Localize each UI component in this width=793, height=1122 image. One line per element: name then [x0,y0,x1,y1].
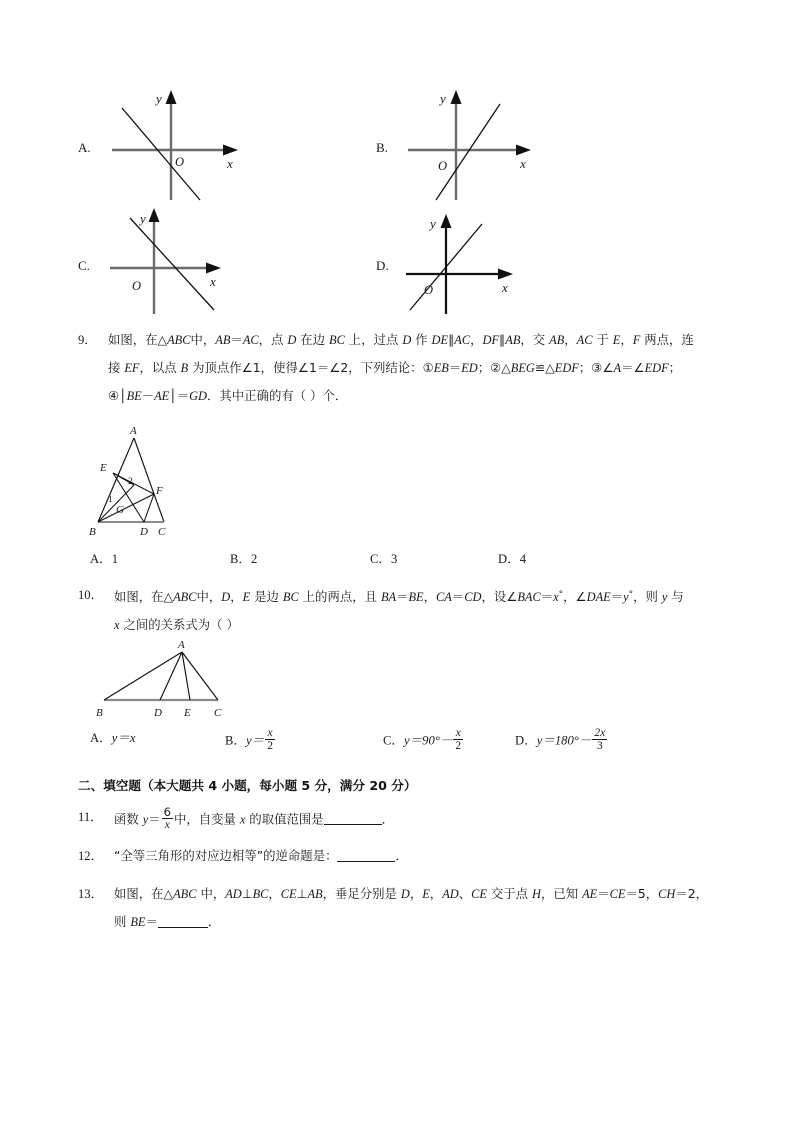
t: D [400,887,410,901]
question-11-text [114,806,726,832]
t: ° [558,590,564,600]
question-10-triangle-diagram [82,638,242,724]
t: y [661,590,668,605]
t: ．其中正确的有（ ）个． [207,388,348,403]
t: ＝ [448,360,462,375]
t: BE [130,915,146,929]
t: BAC [517,590,541,605]
t: x [114,618,120,633]
svg-text:B: B [96,707,103,719]
t: AB [215,333,231,347]
option-label: C． [383,733,404,748]
fraction-denominator: 2 [267,740,273,753]
svg-text:E: E [100,462,107,474]
svg-text:x: x [227,156,233,171]
question-13-number: 13． [78,887,104,901]
question-9-option-b[interactable] [230,548,257,567]
question-13-answer-blank[interactable] [158,915,208,928]
graph-option-d-label: D. [376,258,389,273]
t: 为顶点作∠1，使得∠1＝∠2，下列结论：① [188,360,434,375]
graph-option-a-plot [96,88,246,203]
t: ED [461,361,478,375]
t: BC [329,333,345,347]
svg-text:B: B [89,526,96,538]
question-9-line-3 [108,382,726,410]
t: 之间的关系式为（ ） [119,617,239,633]
t: ． [207,914,221,929]
t: AB [549,333,565,347]
t: ＝ [230,332,243,347]
t: BC [252,887,269,901]
t: BC [282,590,299,605]
question-13 [78,880,738,936]
graph-option-d-plot [394,206,544,318]
t: AE [582,887,598,901]
t: AB [307,887,323,901]
t: 在边 [296,332,330,347]
t: △ [545,360,555,375]
question-10-figure [82,638,242,729]
t: y [623,590,629,605]
t: AC [576,333,593,347]
t: 上的两点，且 [298,589,381,605]
fraction-denominator: x [164,819,170,832]
option-label: B． [230,552,251,566]
question-12-number: 12． [78,849,104,863]
question-9-triangle-diagram [72,422,192,540]
svg-text:A: A [178,639,185,651]
t: 如图，在△ [108,332,168,347]
svg-text:F: F [156,485,163,497]
t: D [287,333,297,347]
t: 如图，在△ [114,589,174,605]
t: 上，过点 [344,332,403,347]
t: ∥ [448,332,455,347]
question-9 [78,326,726,410]
t: ＝ [610,589,624,605]
t: AD [442,887,459,901]
t: CE [471,887,487,901]
t: ， [230,589,243,605]
option-lhs: y＝ [246,733,265,748]
t: GD [189,389,208,403]
t: CE [609,887,626,901]
question-13-line-1 [114,880,738,908]
option-fraction [592,727,607,753]
t: DE [431,333,449,347]
t: 的取值范围是 [245,811,324,827]
t: ＝5， [625,886,659,901]
t: AC [454,333,471,347]
t: EB [433,361,449,375]
fraction-numerator: x [265,727,275,740]
option-fraction [453,727,463,753]
graph-option-b[interactable] [376,88,606,203]
fraction-denominator: 2 [455,740,462,753]
t: EDF [644,361,669,375]
option-label: A． [90,731,112,745]
question-10-line-2 [114,611,726,639]
question-10 [78,581,726,639]
t: ＝ [540,589,554,605]
t: ， [470,332,483,347]
fraction-numerator: 6 [163,805,171,819]
question-10-option-d[interactable] [515,727,608,753]
svg-text:x: x [520,156,526,171]
question-10-option-a[interactable] [90,727,135,746]
graph-option-c-label: C. [78,258,90,273]
t: ⊥ [241,886,253,901]
svg-text:y: y [430,216,436,231]
svg-text:O: O [424,283,434,297]
svg-text:1: 1 [108,495,113,505]
question-10-option-c[interactable] [383,727,464,753]
t: ∥ [499,332,506,347]
t: BEG [510,361,535,375]
svg-text:O: O [175,155,185,169]
question-13-line-2 [114,908,738,936]
question-9-line-2 [108,354,726,382]
t: ＝2， [675,886,709,901]
t: EDF [554,361,579,375]
svg-text:y: y [140,211,146,226]
svg-text:G: G [116,504,124,516]
t: y [142,812,149,827]
t: ＝ [597,886,610,901]
t: ， [564,332,577,347]
question-10-number: 10． [78,588,104,602]
graph-option-b-plot [394,88,544,203]
t: BA [380,590,397,605]
t: 如图，在△ [114,886,174,901]
t: 是边 [250,589,283,605]
t: AC [242,333,259,347]
option-label: B． [225,733,246,748]
option-value: y＝x [111,731,136,745]
t: ° [628,590,634,600]
question-9-option-a[interactable] [90,548,118,567]
svg-text:A: A [130,425,137,437]
svg-text:y: y [156,91,162,106]
option-label: D． [498,552,520,566]
question-9-text [108,326,726,410]
svg-text:D: D [154,707,162,719]
option-fraction [265,727,275,753]
t: ④│ [108,388,127,403]
section-2-heading: 二、填空题（本大题共 4 小题，每小题 5 分，满分 20 分） [78,778,417,793]
question-13-text [114,880,738,936]
t: CE [280,887,297,901]
graph-option-c-plot [96,206,246,318]
t: ， [620,332,633,347]
t: 于 [592,332,613,347]
t: BE [126,389,142,403]
question-11-answer-blank[interactable] [324,813,382,826]
question-12-answer-blank[interactable] [337,849,395,862]
option-lhs: y＝180°－ [536,733,592,748]
t: 交于点 [486,886,533,901]
question-10-option-b[interactable] [225,727,276,753]
t: E [422,887,430,901]
t: DAE [586,590,611,605]
option-label: C． [370,552,391,566]
svg-text:O: O [132,279,142,293]
t: DF [482,333,500,347]
t: ABC [167,333,191,347]
t: ABC [173,887,197,901]
svg-text:x: x [502,280,508,295]
t: ＝∠ [621,360,645,375]
t: E [242,590,251,605]
question-11-number: 11． [78,810,103,824]
t: E [612,333,621,347]
svg-text:E: E [184,707,191,719]
option-label: A． [90,552,112,566]
t: ⊥ [296,886,308,901]
graph-option-b-label: B. [376,140,388,155]
question-9-figure [72,422,192,545]
option-lhs: y＝90°－ [404,733,453,748]
svg-text:x: x [210,274,216,289]
t: D [221,590,231,605]
t: ＝ [145,914,158,929]
t: ABC [173,590,197,605]
option-label: D． [515,733,537,748]
t: ，以点 [139,360,181,375]
option-value: 3 [391,552,398,566]
t: ≌ [534,360,546,375]
question-12 [78,845,726,867]
graph-option-a[interactable] [78,88,308,203]
svg-text:C: C [158,526,166,538]
t: ． [395,848,408,863]
t: 、 [458,886,472,901]
svg-text:2: 2 [128,477,133,487]
fraction-numerator: x [453,727,463,740]
t: AD [225,887,242,901]
t: ， [423,589,437,605]
choice-graph-group [78,88,718,318]
t: ；②△ [477,360,511,375]
question-9-options [90,548,730,570]
t: EF [124,361,140,375]
t: AB [505,333,521,347]
function-fraction [162,806,173,832]
t: ；③∠ [578,360,614,375]
t: 中， [196,886,226,901]
fraction-denominator: 3 [596,740,603,753]
t: 中， [190,332,216,347]
t: ，已知 [540,886,583,901]
t: D [402,333,412,347]
question-11 [78,806,726,832]
t: ，设∠ [481,589,518,605]
svg-text:C: C [214,707,222,719]
option-value: 4 [519,552,526,566]
t: ． [381,811,395,827]
t: AE [154,389,170,403]
option-value: 2 [251,552,258,566]
t: “全等三角形的对应边相等”的逆命题是： [114,848,338,863]
t: 接 [108,360,125,375]
svg-text:O: O [438,159,448,173]
svg-text:y: y [440,91,446,106]
t: 中，自变量 [173,811,240,827]
t: CD [464,590,482,605]
t: BE [408,590,424,605]
t: 两点，连 [640,332,694,347]
t: ＝ [396,589,409,605]
question-12-text [114,845,726,867]
t: ，则 [633,589,662,605]
question-9-line-1 [108,326,726,354]
graph-option-a-label: A. [78,140,91,155]
t: 则 [114,914,131,929]
t: A [613,361,622,375]
t: － [141,388,155,403]
t: B [180,361,189,375]
t: 与 [667,589,684,605]
t: x [553,590,559,605]
t: ，点 [258,332,288,347]
question-9-option-c[interactable] [370,548,397,567]
t: ， [409,886,423,901]
t: 作 [411,332,432,347]
t: ， [429,886,443,901]
t: ， [268,886,281,901]
question-10-text [114,581,726,639]
t: H [532,887,541,901]
svg-text:D: D [140,526,148,538]
t: CH [658,887,676,901]
question-9-option-d[interactable] [498,548,526,567]
t: ＝ [451,589,465,605]
t: ＝ [148,811,161,827]
question-9-number: 9． [78,333,97,347]
t: CA [436,590,452,605]
question-10-line-1 [114,581,726,611]
t: ； [668,360,682,375]
t: ，交 [520,332,550,347]
t: │＝ [169,388,190,403]
graph-option-d[interactable] [376,206,606,321]
question-10-options [90,727,730,757]
t: x [239,812,246,827]
option-value: 1 [111,552,118,566]
t: ，∠ [563,589,587,605]
t: 函数 [114,811,143,827]
graph-option-c[interactable] [78,206,308,321]
fraction-numerator: 2x [594,727,606,739]
t: ，垂足分别是 [322,886,401,901]
t: F [632,333,641,347]
t: 中， [196,589,222,605]
